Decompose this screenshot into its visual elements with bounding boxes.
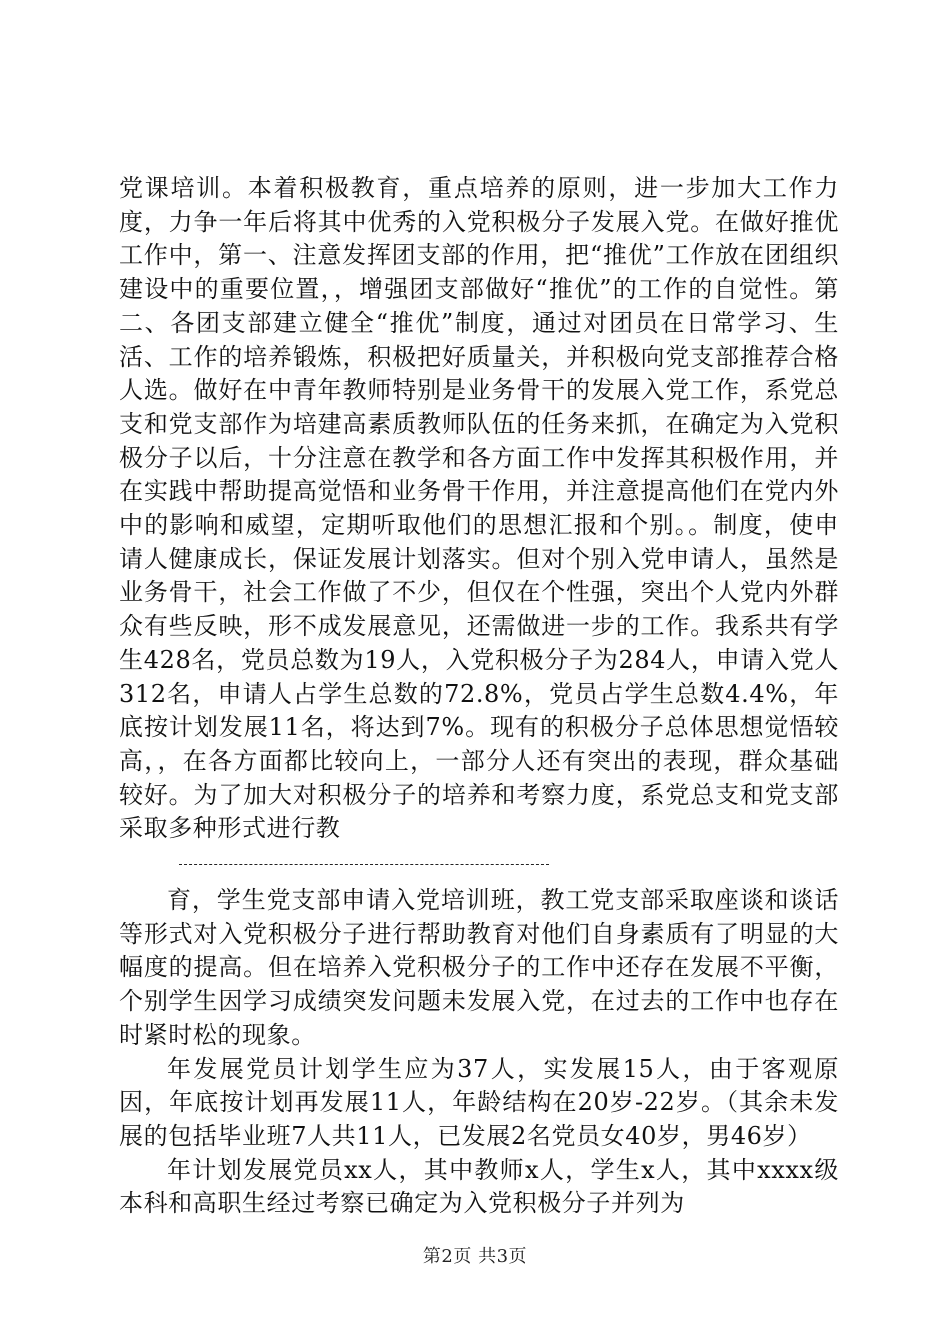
body-text [119,172,839,1221]
page-footer: 第2页 共3页 [422,1246,528,1267]
dashed-separator [179,864,549,866]
paragraph-1: 党课培训。本着积极教育，重点培养的原则，进一步加大工作力度，力争一年后将其中优秀的入党积极分子发展入党。在做好推优工作中，第一、注意发挥团支部的作用，把“推优”工作放在团组织建设中的重要位置，，增强团支部做好“推优”的工作的自觉性。第二、各团支部建立健全“推优”制度，通过对团员在日常学习、生活、工作的培养锻炼，积极把好质量关，并积极向党支部推荐合格人选。做好在中青年教师特别是业务骨干的发展入党工作，系党总支和党支部作为培建高素质教师队伍的任务来抓，在确定为入党积极分子以后，十分注意在教学和各方面工作中发挥其积极作用，并在实践中帮助提高觉悟和业务骨干作用，并注意提高他们在党内外中的影响和威望，定期听取他们的思想汇报和个别。。制度，使申请人健康成长，保证发展计划落实。但对个别入党申请人，虽然是业务骨干，社会工作做了不少，但仅在个性强，突出个人党内外群众有些反映，形不成发展意见，还需做进一步的工作。我系共有学生428名，党员总数为19人，入党积极分子为284人，申请入党人312名，申请人占学生总数的72.8%，党员占学生总数4.4%，年底按计划发展11名，将达到7%。现有的积极分子总体思想觉悟较高，，在各方面都比较向上，一部分人还有突出的表现，群众基础较好。为了加大对积极分子的培养和考察力度，系党总支和党支部采取多种形式进行教 [119,174,839,843]
paragraph-4: 年计划发展党员xx人，其中教师x人，学生x人，其中xxxx级本科和高职生经过考察已确定为入党积极分子并列为 [119,1155,839,1218]
paragraph-2: 育，学生党支部申请入党培训班，教工党支部采取座谈和谈话等形式对入党积极分子进行帮助教育对他们自身素质有了明显的大幅度的提高。但在培养入党积极分子的工作中还存在发展不平衡，个别学生因学习成绩突发问题未发展入党，在过去的工作中也存在时紧时松的现象。 [119,886,839,1049]
paragraph-3: 年发展党员计划学生应为37人，实发展15人，由于客观原因，年底按计划再发展11人，年龄结构在20岁-22岁。（其余未发展的包括毕业班7人共11人，已发展2名党员女40岁，男46岁） [119,1054,839,1150]
